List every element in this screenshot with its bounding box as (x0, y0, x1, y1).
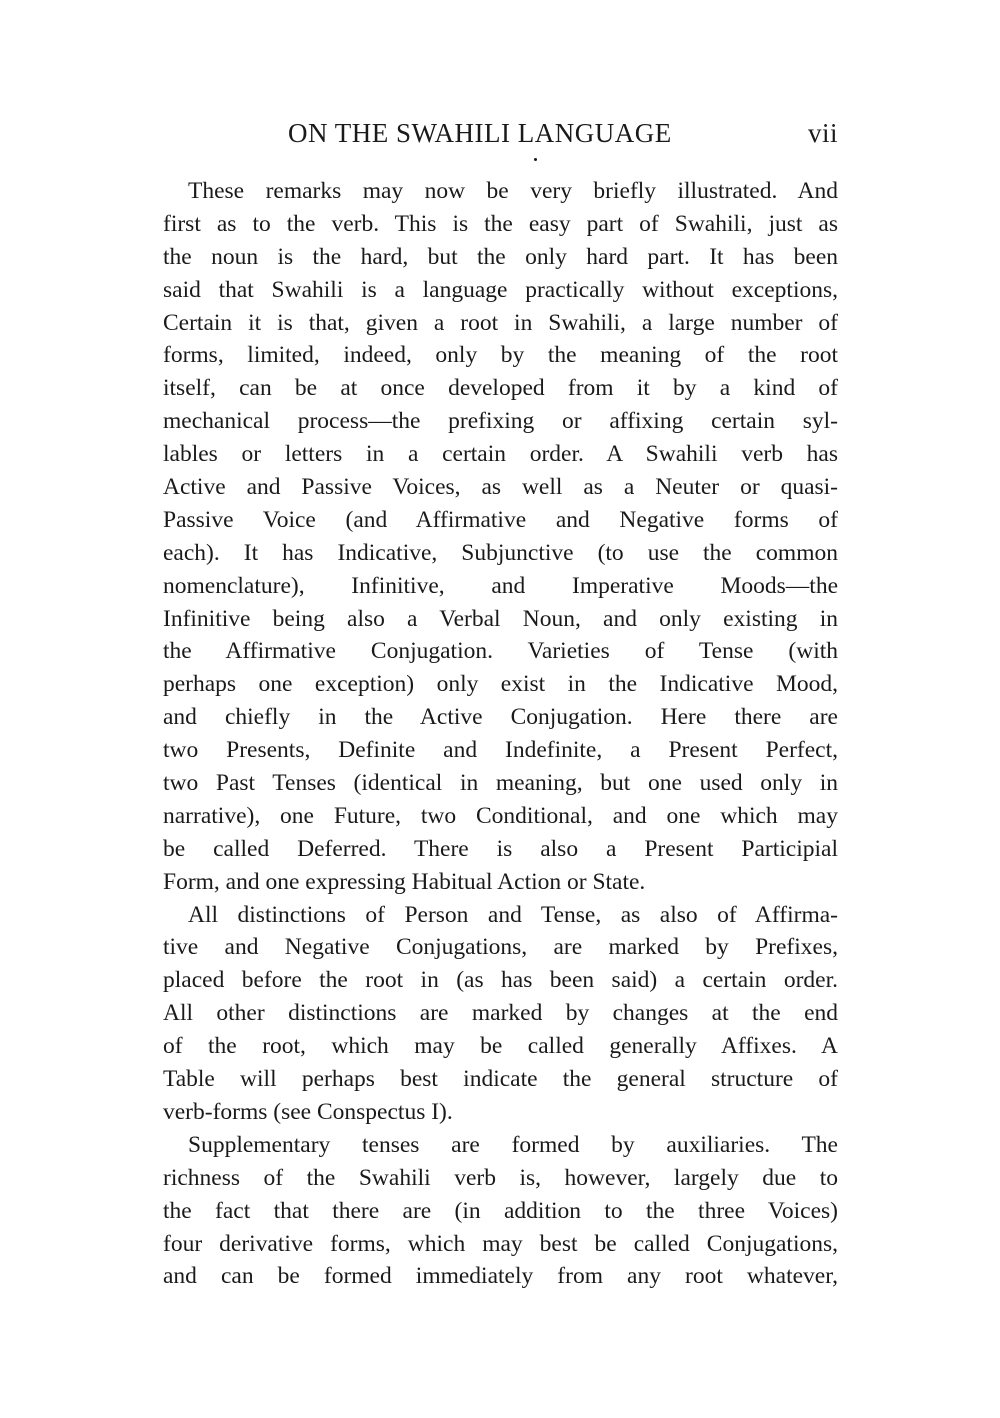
paragraph (163, 1129, 838, 1293)
text-line: said that Swahili is a language practically without exceptions, (163, 276, 838, 303)
text-line: Passive Voice (and Affirmative and Negative forms of (163, 506, 838, 533)
text-line: placed before the root in (as has been said) a certain order. (163, 967, 838, 994)
text-line: of the root, which may be called generally Affixes. A (163, 1033, 838, 1060)
text-line: the noun is the hard, but the only hard part. It has been (163, 243, 838, 270)
text-line: tive and Negative Conjugations, are marked by Prefixes, (163, 934, 838, 961)
text-line: Certain it is that, given a root in Swahili, a large number of (163, 309, 838, 336)
text-line: nomenclature), Infinitive, and Imperative Moods—the (163, 572, 838, 599)
text-line: mechanical process—the prefixing or affixing certain syl- (163, 408, 838, 435)
printer-mark (534, 158, 537, 161)
text-line: the Affirmative Conjugation. Varieties of Tense (with (163, 638, 838, 665)
paragraph (163, 899, 838, 1129)
text-line: forms, limited, indeed, only by the meaning of the root (163, 342, 838, 369)
text-line: Form, and one expressing Habitual Action or State. (163, 868, 646, 895)
text-line: Supplementary tenses are formed by auxiliaries. The (188, 1131, 838, 1158)
running-title: ON THE SWAHILI LANGUAGE (288, 118, 672, 148)
text-line: be called Deferred. There is also a Present Participial (163, 835, 838, 862)
text-line: Infinitive being also a Verbal Noun, and only existing in (163, 605, 838, 632)
text-line: the fact that there are (in addition to the three Voices) (163, 1197, 838, 1224)
text-line: verb-forms (see Conspectus I). (163, 1098, 453, 1125)
text-line: four derivative forms, which may best be called Conjugations, (163, 1230, 838, 1257)
text-line: and can be formed immediately from any root whatever, (163, 1263, 838, 1290)
text-line: All other distinctions are marked by changes at the end (163, 1000, 838, 1027)
text-line: two Presents, Definite and Indefinite, a Present Perfect, (163, 737, 838, 764)
text-line: and chiefly in the Active Conjugation. Here there are (163, 704, 838, 731)
page-number: vii (807, 118, 838, 148)
book-page (163, 118, 838, 1293)
text-line: narrative), one Future, two Conditional, and one which may (163, 802, 838, 829)
text-line: These remarks may now be very briefly illustrated. And (188, 178, 838, 204)
text-line: Table will perhaps best indicate the general structure of (163, 1066, 838, 1093)
body-text (163, 175, 838, 1293)
running-head (163, 118, 838, 158)
text-line: richness of the Swahili verb is, however, largely due to (163, 1164, 838, 1191)
text-line: perhaps one exception) only exist in the Indicative Mood, (163, 671, 838, 698)
text-line: each). It has Indicative, Subjunctive (to use the common (163, 539, 838, 566)
text-line: itself, can be at once developed from it by a kind of (163, 375, 838, 402)
text-line: All distinctions of Person and Tense, as also of Affirma- (188, 901, 838, 928)
text-line: first as to the verb. This is the easy part of Swahili, just as (163, 210, 838, 237)
text-line: two Past Tenses (identical in meaning, but one used only in (163, 770, 838, 797)
paragraph (163, 175, 838, 899)
text-line: lables or letters in a certain order. A Swahili verb has (163, 441, 838, 468)
text-line: Active and Passive Voices, as well as a Neuter or quasi- (163, 474, 838, 501)
